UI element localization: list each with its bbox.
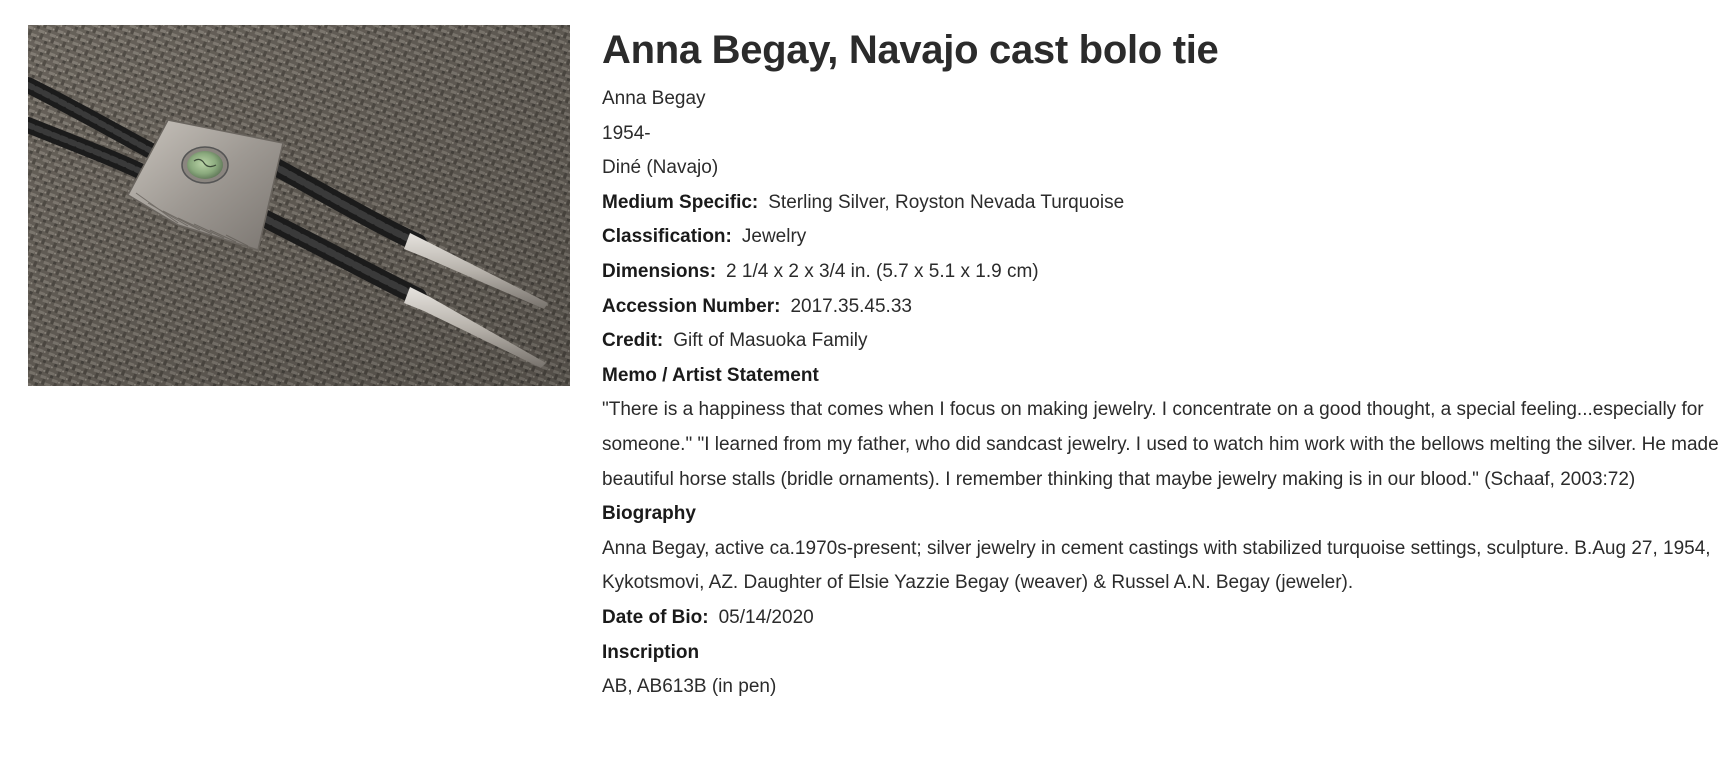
memo-heading: Memo / Artist Statement [602, 364, 819, 386]
accession-value: 2017.35.45.33 [790, 295, 912, 317]
biography-heading: Biography [602, 503, 696, 525]
dimensions-row [602, 255, 1727, 290]
bolo-tie-image [28, 25, 570, 386]
artist-nation: Diné (Navajo) [602, 157, 719, 179]
biography-text: Anna Begay, active ca.1970s-present; silver jewelry in cement castings with stabilized turquoise settings, sculpture. B.Aug 27, 1954, Kykotsmovi, AZ. Daughter of Elsie Yazzie Begay (weaver) & Russel A.N. Begay (jeweler). [602, 537, 1711, 594]
date-of-bio-label: Date of Bio: [602, 606, 709, 628]
credit-label: Credit: [602, 330, 664, 352]
medium-value: Sterling Silver, Royston Nevada Turquoise [768, 191, 1125, 213]
medium-label: Medium Specific: [602, 191, 759, 213]
classification-value: Jewelry [741, 226, 807, 248]
object-details [602, 20, 1727, 705]
classification-row [602, 220, 1727, 255]
classification-label: Classification: [602, 226, 732, 248]
credit-value: Gift of Masuoka Family [673, 330, 868, 352]
dimensions-label: Dimensions: [602, 260, 717, 282]
accession-label: Accession Number: [602, 295, 781, 317]
medium-row [602, 186, 1727, 221]
artist-name: Anna Begay [602, 88, 706, 109]
inscription-heading: Inscription [602, 641, 700, 663]
date-of-bio-value: 05/14/2020 [718, 606, 814, 628]
date-of-bio-row [602, 601, 1727, 636]
artist-dates: 1954- [602, 122, 651, 144]
memo-text: "There is a happiness that comes when I focus on making jewelry. I concentrate on a good thought, a special feeling...especially for someone." "I learned from my father, who did sandcast jewelry. I used to watch him work with the bellows melting the silver. He made beautiful horse stalls (bridle ornaments). I remember thinking that maybe jewelry making is in our blood." (Schaaf, 2003:72) [602, 399, 1719, 490]
inscription-text: AB, AB613B (in pen) [602, 676, 777, 698]
credit-row [602, 324, 1727, 359]
dimensions-value: 2 1/4 x 2 x 3/4 in. (5.7 x 5.1 x 1.9 cm) [726, 260, 1039, 282]
accession-row [602, 290, 1727, 325]
page-title: Anna Begay, Navajo cast bolo tie [602, 28, 1219, 72]
object-photo [28, 25, 570, 386]
